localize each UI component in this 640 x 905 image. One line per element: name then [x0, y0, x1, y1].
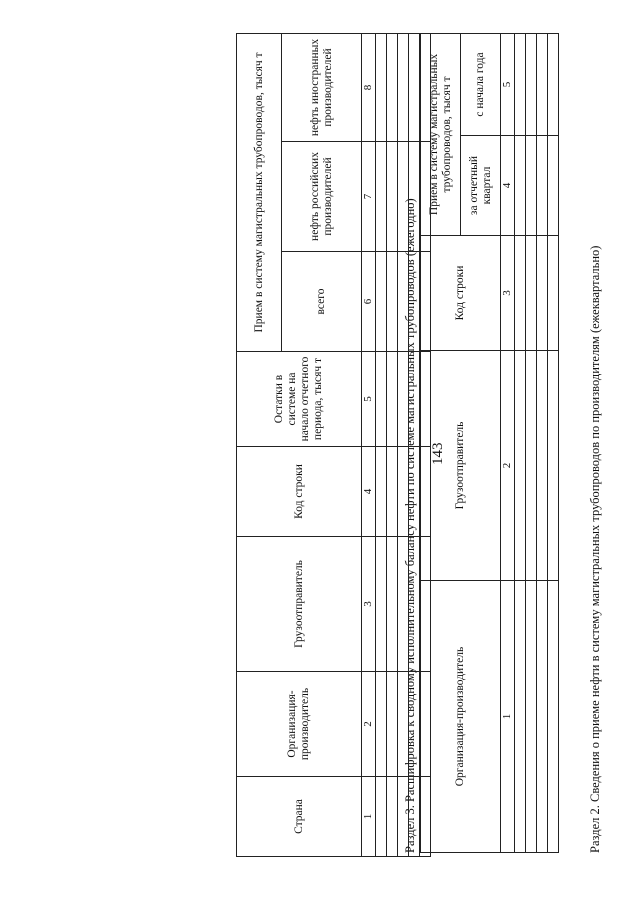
table-row [398, 33, 409, 856]
col-number: 3 [362, 537, 376, 672]
header-russian: нефть российских производителей [282, 142, 362, 252]
header-org: Организация-производитель [237, 672, 362, 777]
col-number: 6 [362, 252, 376, 352]
header-shipper: Грузоотправитель [237, 537, 362, 672]
col-number: 8 [362, 33, 376, 141]
section2-title: Раздел 2. Сведения о приеме нефти в систему магистральных трубопроводов по производителям (ежеквартально) [588, 245, 602, 853]
col-number: 1 [362, 777, 376, 857]
col-number: 5 [501, 34, 515, 136]
header-foreign: нефть иностранных производителей [282, 33, 362, 141]
header-intake-group: Прием в систему магистральных трубопроводов, тысяч т [237, 33, 282, 351]
header-total: всего [282, 252, 362, 352]
section3-table [236, 33, 431, 857]
table-row [420, 33, 431, 856]
col-number: 1 [501, 581, 515, 853]
table-row [548, 34, 559, 853]
col-number: 2 [501, 351, 515, 581]
table-row [526, 34, 537, 853]
header-balance: Остатки в системе на начало отчетного периода, тысяч т [237, 352, 362, 447]
section2-table [420, 33, 559, 853]
table-row [387, 33, 398, 856]
col-number: 5 [362, 352, 376, 447]
header-org: Организация-производитель [421, 581, 501, 853]
header-country: Страна [237, 777, 362, 857]
header-ytd: с начала года [461, 34, 501, 136]
page-number: 143 [430, 442, 446, 465]
col-number: 4 [362, 447, 376, 537]
col-number: 3 [501, 236, 515, 351]
section3-title: Раздел 3. Расшифровка к сводному исполнительному балансу нефти по системе магистральных трубопроводов (ежегодно) [403, 198, 417, 853]
table-row [409, 33, 420, 856]
table-row [515, 34, 526, 853]
col-number: 7 [362, 142, 376, 252]
header-intake-group: Прием в систему магистральных трубопроводов, тысяч т [421, 34, 461, 236]
col-number: 2 [362, 672, 376, 777]
header-line-code: Код строки [421, 236, 501, 351]
col-number: 4 [501, 136, 515, 236]
header-quarter: за отчетный квартал [461, 136, 501, 236]
table-row [376, 33, 387, 856]
header-line-code: Код строки [237, 447, 362, 537]
table-row [537, 34, 548, 853]
header-shipper: Грузоотправитель [421, 351, 501, 581]
